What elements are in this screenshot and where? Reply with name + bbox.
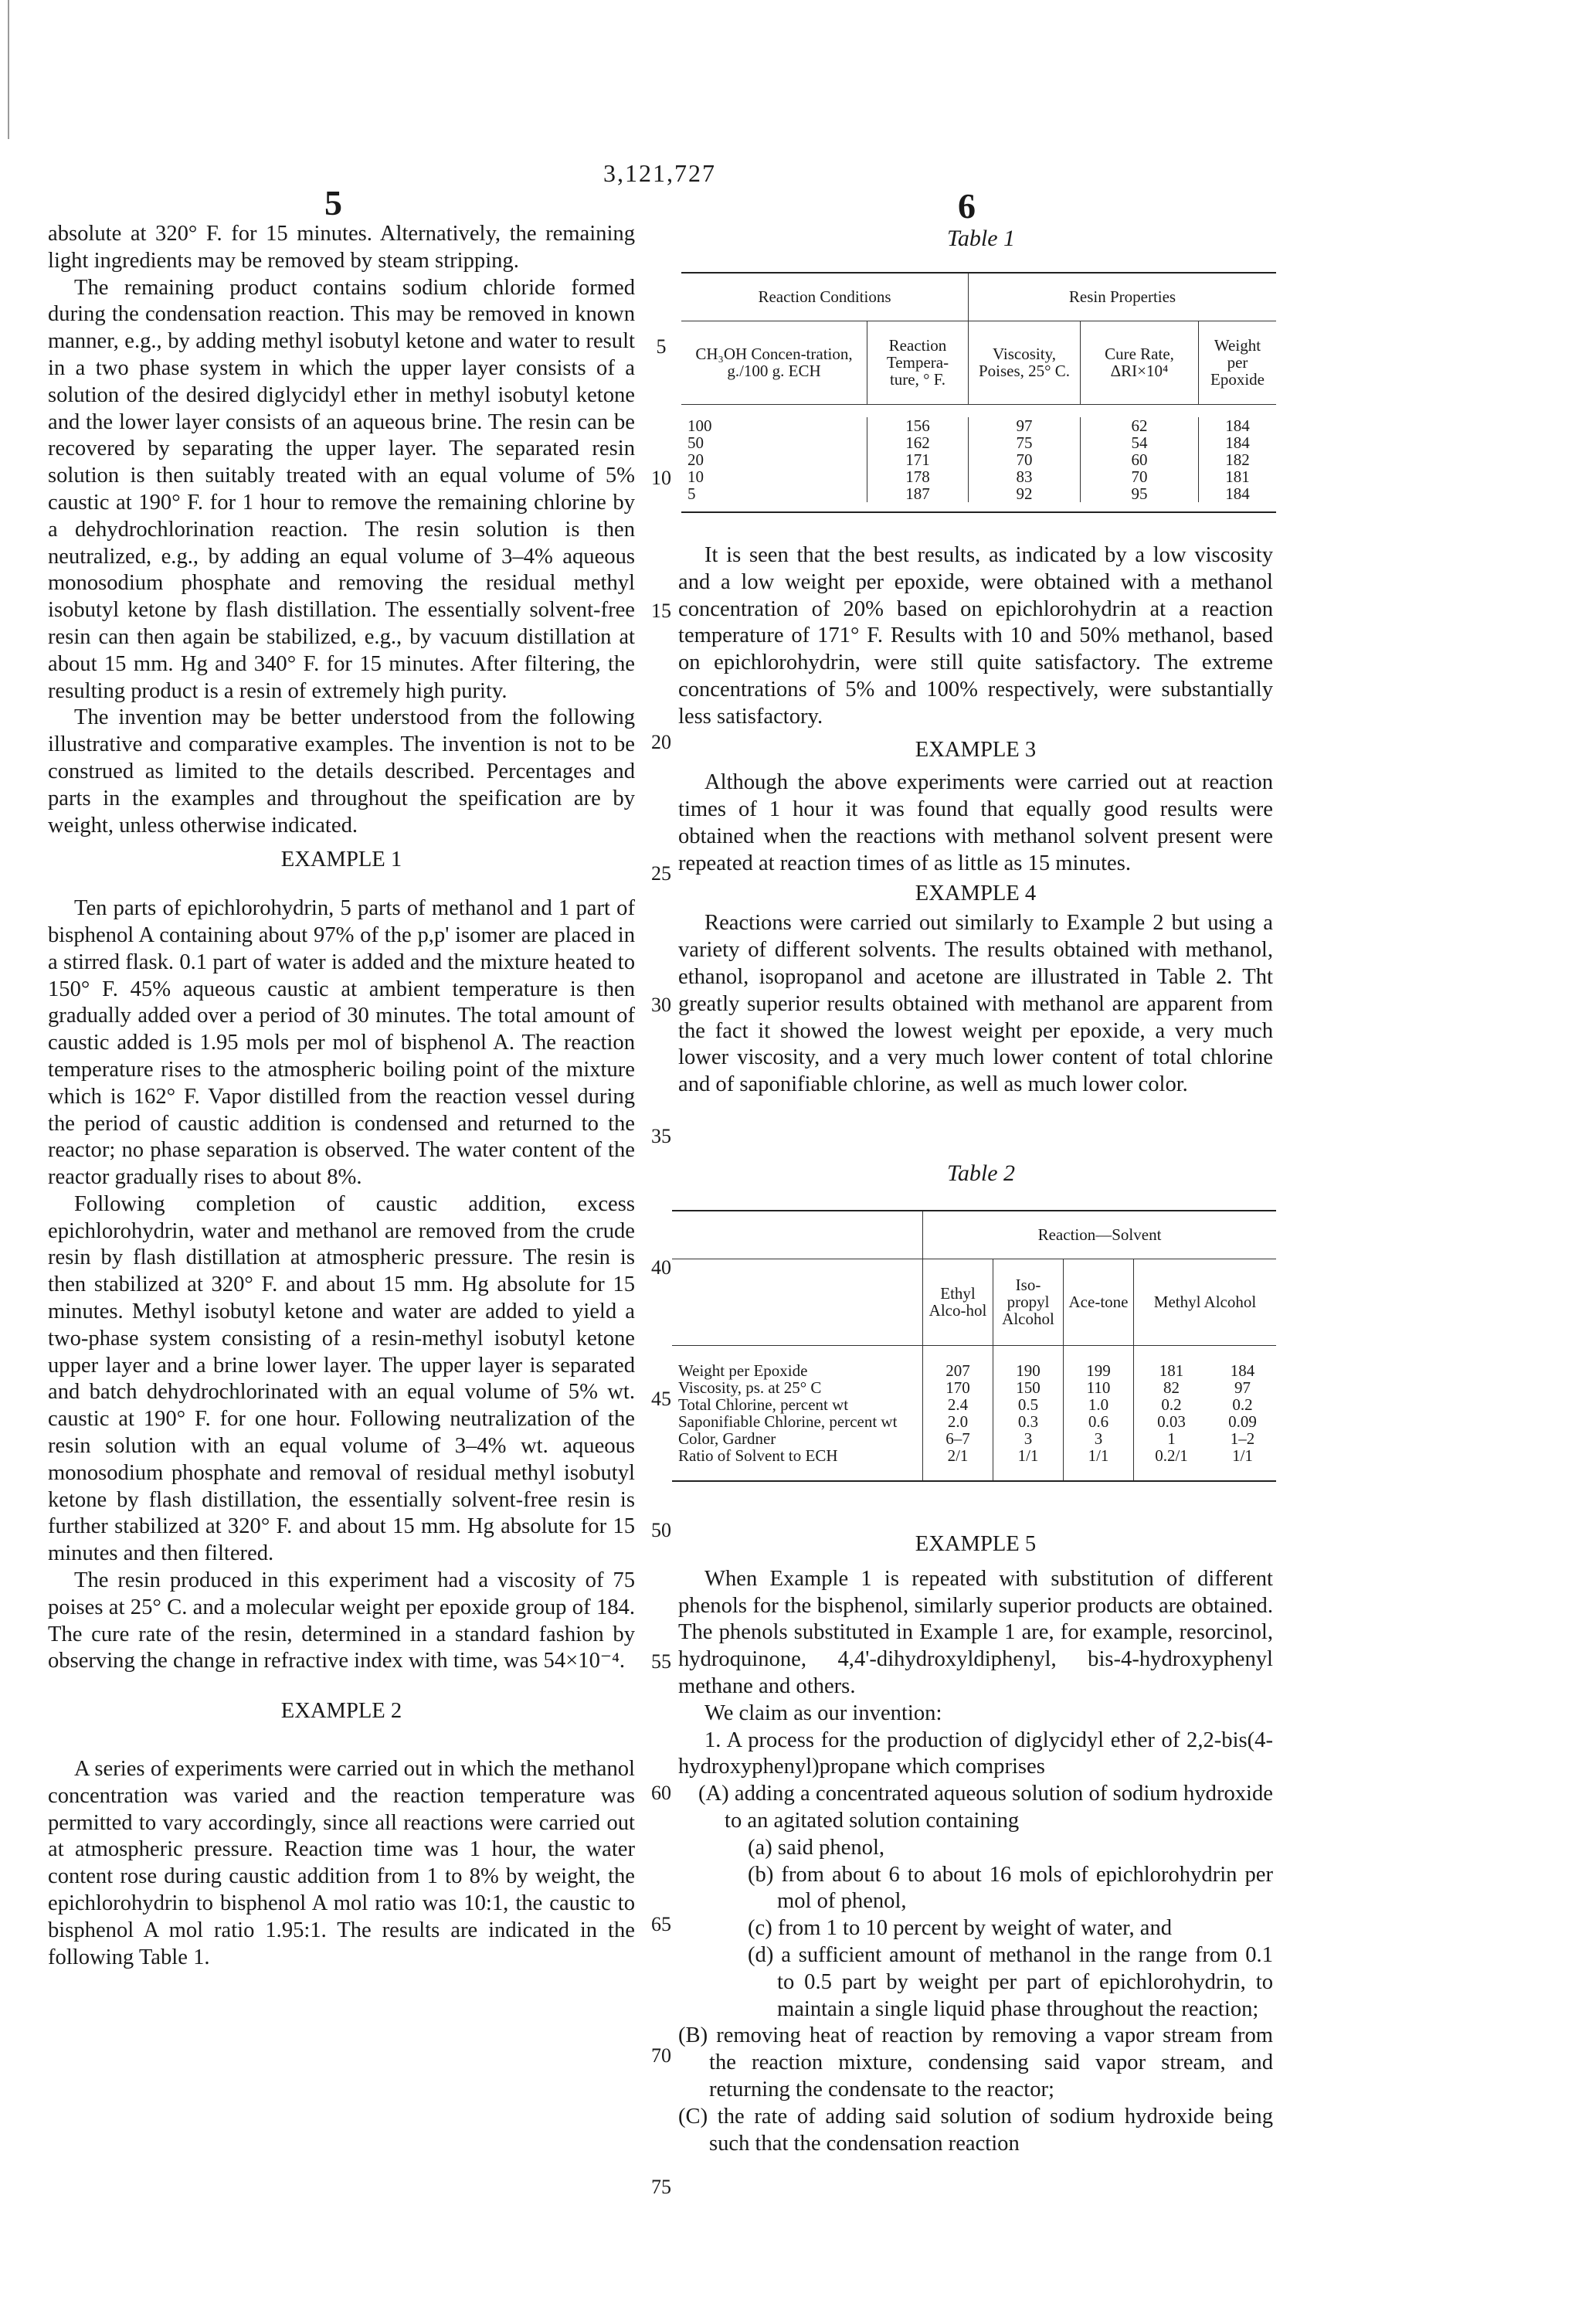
table-row bbox=[681, 485, 1276, 502]
line-number: 25 bbox=[651, 862, 671, 885]
table-row bbox=[681, 468, 1276, 485]
claim-elements bbox=[678, 1781, 1273, 2157]
line-number: 65 bbox=[651, 1913, 671, 1935]
line-number: 60 bbox=[651, 1782, 671, 1804]
table1-cell: 60 bbox=[1081, 451, 1199, 468]
right-page-number: 6 bbox=[958, 186, 976, 226]
line-number: 10 bbox=[651, 467, 671, 489]
table1-column-header: Cure Rate, ΔRI×10⁴ bbox=[1081, 321, 1199, 404]
table2-cell: 97 bbox=[1234, 1378, 1251, 1397]
example-heading: EXAMPLE 2 bbox=[280, 1699, 402, 1724]
table1-column-header: Reaction Tempera-ture, ° F. bbox=[867, 321, 969, 404]
line-number: 50 bbox=[651, 1519, 671, 1541]
table-row bbox=[681, 451, 1276, 468]
table1-cell: 184 bbox=[1225, 433, 1250, 452]
claim-1: 1. A process for the production of diglycidyl ether of 2,2-bis(4-hydroxyphenyl)propane which comprises bbox=[678, 1728, 1273, 1779]
table1-cell: 62 bbox=[1081, 417, 1199, 434]
table2-row-label: Color, Gardner bbox=[678, 1429, 776, 1448]
table2-cell: 199 bbox=[1064, 1362, 1134, 1379]
table2-cell: 0.2 bbox=[1134, 1396, 1209, 1413]
table2-row-label: Total Chlorine, percent wt bbox=[678, 1395, 849, 1414]
line-number: 30 bbox=[651, 994, 671, 1016]
table1-cell: 162 bbox=[867, 434, 969, 451]
table1-group-header: Resin Properties bbox=[969, 273, 1277, 321]
paragraph: Ten parts of epichlorohydrin, 5 parts of methanol and 1 part of bisphenol A containing about 97% of the p,p' isomer are placed in a stirred flask. 0.1 part of water is added and the mixture heated to 150° F. 45% aqueous caustic at ambient temperature is then gradually added over a period of 30 minutes. The total amount of caustic added is 1.95 mols per mol of bisphenol A. The reaction temperature rises to the atmospheric boiling point of the mixture which is 162° F. Vapor distilled from the reaction vessel during the period of caustic addition is condensed and returned to the reactor; no phase separation is observed. The water content of the reactor gradually rises to about 8%. bbox=[48, 896, 635, 1190]
table1-cell: 178 bbox=[867, 468, 969, 485]
table1-cell: 5 bbox=[681, 485, 867, 502]
claims-intro: We claim as our invention: bbox=[704, 1701, 942, 1725]
claim-element-c: (c) from 1 to 10 percent by weight of water, and bbox=[748, 1916, 1173, 1941]
table1-cell: 184 bbox=[1225, 484, 1250, 503]
table2-cell: 2.4 bbox=[923, 1396, 993, 1413]
table2-cell: 184 bbox=[1230, 1361, 1255, 1380]
table2-cell: 0.09 bbox=[1228, 1412, 1257, 1431]
line-number: 20 bbox=[651, 731, 671, 753]
table1-cell: 171 bbox=[867, 451, 969, 468]
table2-cell: 2.0 bbox=[923, 1413, 993, 1430]
line-number: 35 bbox=[651, 1125, 671, 1147]
table-row bbox=[672, 1396, 1276, 1413]
line-number: 40 bbox=[651, 1256, 671, 1279]
table-row bbox=[672, 1379, 1276, 1396]
table2-cell: 82 bbox=[1134, 1379, 1209, 1396]
table1-cell: 54 bbox=[1081, 434, 1199, 451]
left-page-number: 5 bbox=[324, 183, 342, 223]
table-row bbox=[672, 1362, 1276, 1379]
table2-caption: Table 2 bbox=[946, 1160, 1016, 1186]
example-heading: EXAMPLE 3 bbox=[915, 737, 1037, 762]
table-row bbox=[681, 434, 1276, 451]
left-column bbox=[48, 221, 635, 1971]
claim-element-B: (B) removing heat of reaction by removing a vapor stream from the reaction mixture, condensing said vapor stream, and returning the condensate to the reactor; bbox=[678, 2023, 1273, 2101]
paragraph: The remaining product contains sodium chloride formed during the condensation reaction. This may be removed in known manner, e.g., by adding methyl isobutyl ketone and water to result in a two phase system in which the upper layer consists of a solution of the desired diglycidyl ether in methyl isobutyl ketone and the lower layer consists of an aqueous brine. The resin can be recovered by separating the upper layer. The separated resin solution is then suitably treated with an equal volume of 5% caustic at 190° F. for 1 hour to remove the remaining chlorine by a dehydrochlorination reaction. The resin solution is then neutralized, e.g., by adding an equal volume of 3–4% aqueous monosodium phosphate and removing the residual methyl isobutyl ketone by flash distillation. The essentially solvent-free resin can then again be stabilized, e.g., by vacuum distillation at about 15 mm. Hg and 340° F. for 15 minutes. After filtering, the resulting product is a resin of extremely high purity. bbox=[48, 275, 635, 703]
table1-cell: 70 bbox=[1081, 468, 1199, 485]
table2-cell: 3 bbox=[1064, 1430, 1134, 1447]
claim-element-C: (C) the rate of adding said solution of sodium hydroxide being such that the condensation reaction bbox=[678, 2104, 1273, 2156]
table2-cell: 207 bbox=[923, 1362, 993, 1379]
table2-row-label: Weight per Epoxide bbox=[678, 1361, 808, 1380]
paragraph: Following completion of caustic addition, excess epichlorohydrin, water and methanol are removed from the crude resin by flash distillation at atmospheric pressure. The resin is then stabilized at 320° F. and about 15 mm. Hg absolute for 15 minutes. Methyl isobutyl ketone and water are added to yield a two-phase system consisting of a resin-methyl isobutyl ketone upper layer and a brine lower layer. The upper layer is separated and batch dehydrochlorinated with an equal volume of 5% wt. caustic at 190° F. for one hour. Following neutralization of the resin solution with an equal volume of 3–4% wt. aqueous monosodium phosphate and removal of residual methyl isobutyl ketone by flash distillation, the essentially solvent-free resin is further stabilized at 320° F. and about 15 mm. Hg absolute for 15 minutes and then filtered. bbox=[48, 1191, 635, 1566]
paragraph: A series of experiments were carried out in which the methanol concentration was varied and the reaction temperature was permitted to vary accordingly, since all reactions were carried out at atmospheric pressure. Reaction time was 1 hour, the water content rose during caustic addition from 1 to 8% by weight, the epichlorohydrin to bisphenol A mol ratio was 10:1, the caustic to bisphenol A mol ratio 1.95:1. The results are indicated in the following Table 1. bbox=[48, 1757, 635, 1969]
paragraph: It is seen that the best results, as indicated by a low viscosity and a low weight per epoxide, were obtained with a methanol concentration of 20% based on epichlorohydrin at a reaction temperature of 171° F. Results with 10 and 50% methanol, based on epichlorohydrin, were still quite satisfactory. The extreme concentrations of 5% and 100% respectively, were substantially less satisfactory. bbox=[678, 543, 1273, 729]
table1-cell: 187 bbox=[867, 485, 969, 502]
table2-column-header: Ace-tone bbox=[1064, 1259, 1134, 1345]
example-heading: EXAMPLE 4 bbox=[915, 881, 1037, 905]
paragraph: When Example 1 is repeated with substitution of different phenols for the bisphenol, similarly superior products are obtained. The phenols substituted in Example 1 are, for example, resorcinol, hydroquinone, 4,4'-dihydroxyldiphenyl, bis-4-hydroxyphenyl methane and others. bbox=[678, 1566, 1273, 1698]
line-number: 70 bbox=[651, 2044, 671, 2067]
table1-cell: 70 bbox=[969, 451, 1081, 468]
scan-edge-line bbox=[8, 0, 9, 139]
line-number: 15 bbox=[651, 600, 671, 622]
table-row bbox=[672, 1447, 1276, 1464]
table2-cell: 6–7 bbox=[923, 1430, 993, 1447]
table2-column-header: Methyl Alcohol bbox=[1134, 1259, 1277, 1345]
table1-group-header: Reaction Conditions bbox=[681, 273, 969, 321]
claim-element-b: (b) from about 6 to about 16 mols of epichlorohydrin per mol of phenol, bbox=[748, 1862, 1273, 1914]
table-row bbox=[672, 1413, 1276, 1430]
table1-cell: 182 bbox=[1225, 450, 1250, 469]
table2-cell: 0.5 bbox=[993, 1396, 1064, 1413]
table1-cell: 75 bbox=[969, 434, 1081, 451]
paragraph: The invention may be better understood from the following illustrative and comparative examples. The invention is not to be construed as limited to the details described. Percentages and parts in the examples and throughout the speification are by weight, unless otherwise indicated. bbox=[48, 705, 635, 838]
table1-caption: Table 1 bbox=[946, 226, 1016, 251]
table1-cell: 181 bbox=[1225, 467, 1250, 486]
example-heading: EXAMPLE 5 bbox=[915, 1532, 1037, 1556]
table1-cell: 97 bbox=[969, 417, 1081, 434]
table1-cell: 100 bbox=[681, 417, 867, 434]
table2-group-header: Reaction—Solvent bbox=[923, 1211, 1277, 1259]
table2-cell: 110 bbox=[1064, 1379, 1134, 1396]
paragraph: Although the above experiments were carried out at reaction times of 1 hour it was found that equally good results were obtained when the reactions with methanol solvent present were repeated at reaction times of as little as 15 minutes. bbox=[678, 770, 1273, 875]
table2-column-header: Ethyl Alco-hol bbox=[923, 1259, 993, 1345]
line-number: 45 bbox=[651, 1388, 671, 1410]
table2-cell: 181 bbox=[1134, 1362, 1209, 1379]
table2-cell: 0.6 bbox=[1064, 1413, 1134, 1430]
table2-cell: 1/1 bbox=[993, 1447, 1064, 1464]
paragraph: The resin produced in this experiment had a viscosity of 75 poises at 25° C. and a molecular weight per epoxide group of 184. The cure rate of the resin, determined in a standard fashion by observing the change in refractive index with time, was 54×10⁻⁴. bbox=[48, 1568, 635, 1673]
table2-cell: 0.2 bbox=[1232, 1395, 1253, 1414]
claim-element-d: (d) a sufficient amount of methanol in the range from 0.1 to 0.5 part by weight per part of epichlorohydrin, to maintain a single liquid phase throughout the reaction; bbox=[748, 1942, 1273, 2021]
table2-row-label: Ratio of Solvent to ECH bbox=[678, 1446, 838, 1465]
table1-cell: 92 bbox=[969, 485, 1081, 502]
claim-element-a: (a) said phenol, bbox=[748, 1835, 885, 1860]
table2 bbox=[672, 1210, 1276, 1482]
table2-cell: 1/1 bbox=[1232, 1446, 1253, 1465]
patent-number: 3,121,727 bbox=[603, 159, 716, 187]
table1 bbox=[681, 272, 1276, 513]
table2-cell: 1.0 bbox=[1064, 1396, 1134, 1413]
table1-column-header: Viscosity, Poises, 25° C. bbox=[969, 321, 1081, 404]
table2-cell: 1/1 bbox=[1064, 1447, 1134, 1464]
table2-cell: 0.2/1 bbox=[1134, 1447, 1209, 1464]
table2-cell: 170 bbox=[923, 1379, 993, 1396]
table2-cell: 0.3 bbox=[993, 1413, 1064, 1430]
table1-cell: 50 bbox=[681, 434, 867, 451]
table2-cell: 1–2 bbox=[1230, 1429, 1255, 1448]
table1-cell: 156 bbox=[867, 417, 969, 434]
table1-cell: 184 bbox=[1225, 416, 1250, 435]
table2-row-label: Saponifiable Chlorine, percent wt bbox=[678, 1412, 898, 1431]
table1-cell: 20 bbox=[681, 451, 867, 468]
line-number: 75 bbox=[651, 2176, 671, 2198]
line-number: 5 bbox=[656, 335, 667, 358]
table1-column-header: CH₃OH Concen-tration, g./100 g. ECH bbox=[681, 321, 867, 404]
right-column-upper bbox=[678, 542, 1273, 1099]
table2-cell: 2/1 bbox=[923, 1447, 993, 1464]
table2-row-label: Viscosity, ps. at 25° C bbox=[678, 1378, 822, 1397]
table-row bbox=[672, 1430, 1276, 1447]
table2-cell: 150 bbox=[993, 1379, 1064, 1396]
paragraph: absolute at 320° F. for 15 minutes. Alternatively, the remaining light ingredients may be removed by steam stripping. bbox=[48, 222, 635, 273]
table2-cell: 3 bbox=[993, 1430, 1064, 1447]
table2-cell: 0.03 bbox=[1134, 1413, 1209, 1430]
table1-cell: 95 bbox=[1081, 485, 1199, 502]
table1-column-header: Weight per Epoxide bbox=[1199, 321, 1277, 404]
claim-element-A: (A) adding a concentrated aqueous solution of sodium hydroxide to an agitated solution containing bbox=[698, 1782, 1273, 1833]
table-row bbox=[681, 417, 1276, 434]
table2-cell: 1 bbox=[1134, 1430, 1209, 1447]
table1-cell: 10 bbox=[681, 468, 867, 485]
paragraph: Reactions were carried out similarly to Example 2 but using a variety of different solvents. The results obtained with methanol, ethanol, isopropanol and acetone are illustrated in Table 2. Tht greatly superior results obtained with methanol are apparent from the fact it showed the lowest weight per epoxide, a very much lower viscosity, and a very much lower content of total chlorine and of saponifiable chlorine, as well as much lower color. bbox=[678, 911, 1273, 1097]
right-column-lower bbox=[678, 1531, 1273, 2157]
line-number: 55 bbox=[651, 1650, 671, 1673]
table1-cell: 83 bbox=[969, 468, 1081, 485]
example-heading: EXAMPLE 1 bbox=[280, 848, 402, 872]
table2-cell: 190 bbox=[993, 1362, 1064, 1379]
table2-column-header: Iso-propyl Alcohol bbox=[993, 1259, 1064, 1345]
